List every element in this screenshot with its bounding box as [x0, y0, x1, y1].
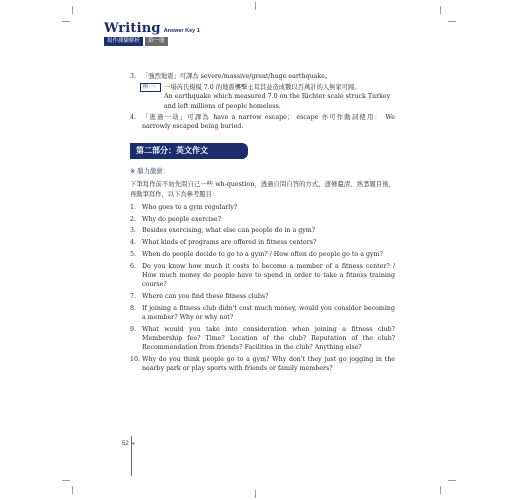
question-text: Do you know how much it costs to become a member of a fitness center? / How much money do people have to spend in order to take a fitness training course? [142, 262, 395, 289]
crop-mark [448, 480, 456, 481]
item-number: 4. [130, 113, 137, 121]
question-number: 6. [130, 262, 137, 270]
question-item [130, 250, 395, 259]
question-text: Besides exercising, what else can people do in a gym? [142, 227, 316, 235]
question-item [130, 304, 395, 322]
question-list [130, 203, 395, 374]
example-chinese: 一場芮氏規模 7.0 的地震襲擊土耳其並造成數以百萬計的人無家可歸。 [164, 84, 361, 92]
page-number [122, 441, 135, 447]
crop-mark [255, 490, 256, 498]
question-number: 5. [130, 251, 137, 259]
crop-mark [448, 21, 456, 22]
arrow-right-icon: ➔ [130, 441, 135, 447]
crop-mark [62, 21, 70, 22]
list-item [130, 72, 395, 81]
crop-mark [440, 6, 441, 14]
brand-tag-volume: 第一冊 [145, 37, 168, 46]
item-text: 「逃過一劫」可譯為 have a narrow escape； escape 亦可作動詞使用： We narrowly escaped being buried. [142, 113, 395, 131]
section-heading: 第二部分：英文作文 [130, 143, 248, 159]
brand-title: Writing [104, 21, 161, 36]
crop-mark [72, 6, 73, 14]
book-brand [104, 22, 224, 46]
question-text: Who goes to a gym regularly? [142, 203, 238, 211]
question-text: Where can you find these fitness clubs? [142, 293, 269, 301]
question-number: 3. [130, 227, 137, 235]
question-item [130, 238, 395, 247]
question-number: 1. [130, 203, 137, 211]
example-label: 例一： [140, 83, 161, 92]
question-item [130, 355, 395, 373]
crop-mark [255, 2, 256, 10]
question-text: What would you take into consideration when joining a fitness club? Membership fee? Time? Location of the club? Reputation of the club? Recommendation from friends? Facilities in the club? Anything else? [142, 325, 395, 352]
question-text: Why do people exercise? [142, 215, 222, 223]
question-number: 4. [130, 239, 137, 247]
answer-key-label: Answer Key 1 [163, 28, 200, 34]
question-item [130, 215, 395, 224]
crop-mark [62, 480, 70, 481]
list-item [130, 113, 395, 131]
question-item [130, 292, 395, 301]
page-content [130, 72, 395, 376]
question-item [130, 203, 395, 212]
question-text: When do people decide to go to a gym? / How often do people go to a gym? [142, 251, 383, 259]
item-number: 3. [130, 73, 137, 80]
example-english: An earthquake which measured 7.0 on the Richter scale struck Turkey and left millions of people homeless. [164, 93, 391, 110]
question-item [130, 262, 395, 290]
question-number: 7. [130, 293, 137, 301]
example-block [140, 83, 395, 111]
crop-mark [72, 486, 73, 494]
page-number-text: 52 [122, 441, 129, 447]
brand-tag-subtitle: 寫作測驗解析 [104, 37, 143, 46]
brainstorm-label: ※ 腦力激盪： [130, 168, 169, 176]
question-number: 2. [130, 215, 137, 223]
crop-mark [440, 486, 441, 494]
item-text: 「強烈地震」可譯為 severe/massive/great/huge earthquake。 [142, 73, 332, 80]
question-text: What kinds of programs are offered in fitness centers? [142, 239, 317, 247]
question-text: Why do you think people go to a gym? Why don't they just go jogging in the nearby park or play sports with friends or family members? [142, 356, 395, 373]
question-number: 8. [130, 304, 137, 312]
question-number: 9. [130, 325, 137, 333]
question-number: 10. [130, 356, 141, 364]
question-text: If joining a fitness club didn't cost much money, would you consider becoming a member? Why or why not? [142, 304, 395, 322]
question-item [130, 226, 395, 235]
intro-paragraph: 下筆寫作前不妨先問自己一些 wh-question，透過自問自答的方式，逐條釐清、熟悉題目後，再動筆寫作，以下為參考題目： [130, 181, 395, 198]
question-item [130, 325, 395, 353]
